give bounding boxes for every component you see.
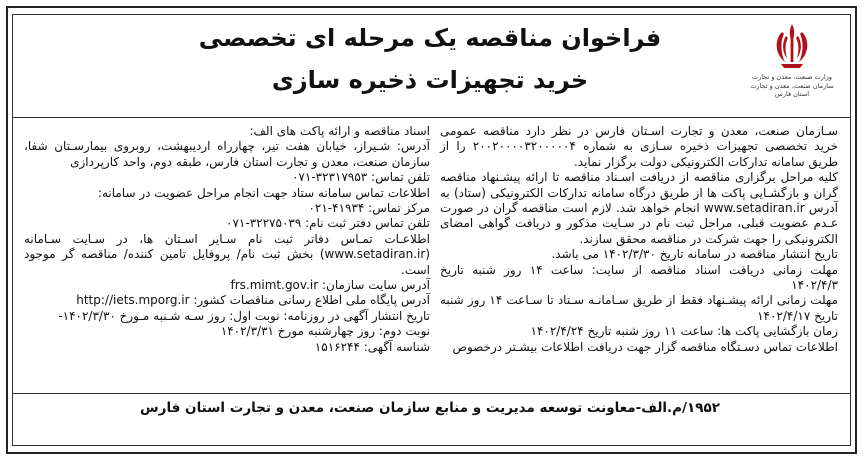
notice-subtitle: خرید تجهیزات ذخیره سازی xyxy=(271,66,589,94)
paragraph: تلفن تماس دفتر ثبت نام: ۳۲۲۷۵۰۳۹-۰۷۱ xyxy=(226,216,430,231)
paragraph: آدرس: شـیراز، خیابان هفت تیر، چهارراه اردیبهشت، روبروی بیمارسـتان شفا، سازمان صنعت، معدن و تجارت استان فارس، طبقه دوم، واحد کارپردازی xyxy=(24,139,430,169)
paragraph: سـازمان صنعت، معدن و تجارت اسـتان فارس در نظر دارد مناقصه عمومی خرید تخصصی تجهیزات ذخیره سـازی به شماره ۲۰۰۲۰۰۰۰۳۲۰۰۰۰۰۴ را از طریق سامانه تدارکات الکترونیکی دولت برگزار نماید. xyxy=(440,124,838,169)
paragraph: نوبت دوم: روز چهارشنبه مورخ ۱۴۰۲/۳/۳۱ xyxy=(220,324,430,339)
org-name-line2: سازمان صنعت، معدن و تجارت استان فارس xyxy=(750,82,834,98)
paragraph: تلفن تماس: ۳۲۳۱۷۹۵۳-۰۷۱ xyxy=(291,170,430,185)
notice-id: شناسه آگهی: ۱۵۱۶۲۴۴ xyxy=(314,339,430,354)
paragraph: اطلاعات تماس دسـتگاه مناقصه گزار جهت دریافت اطلاعات بیشـتر درخصوص xyxy=(452,339,838,354)
org-name-line1: وزارت صنعت، معدن و تجارت xyxy=(752,73,832,81)
notice-body-right xyxy=(440,124,838,355)
paragraph: تاریخ انتشار مناقصه در سامانه تاریخ ۱۴۰۲/۳/۳۰ می باشد. xyxy=(551,247,838,262)
paragraph: آدرس سایت سازمان: frs.mimt.gov.ir xyxy=(230,278,430,293)
paragraph: اسناد مناقصه و ارائه پاکت های الف: xyxy=(249,124,430,138)
notice-footer: ۱۹۵۲/م.الف-معاونت توسعه مدیریت و منابع سازمان صنعت، معدن و تجارت استان فارس xyxy=(140,400,720,416)
iran-emblem-icon xyxy=(769,20,815,72)
paragraph: اطلاعات تماس سامانه ستاد جهت انجام مراحل عضویت در سامانه: xyxy=(97,185,430,200)
paragraph: آدرس پایگاه ملی اطلاع رسانی مناقصات کشور: http://iets.mporg.ir xyxy=(76,293,430,308)
paragraph: زمان بازگشایی پاکت ها: ساعت ۱۱ روز شنبه تاریخ ۱۴۰۲/۴/۲۴ xyxy=(530,324,838,339)
paragraph: مهلت زمانی دریافت اسناد مناقصه از سایت: ساعت ۱۴ روز شنبه تاریخ ۱۴۰۲/۴/۳ xyxy=(440,262,839,293)
header-divider xyxy=(12,117,851,118)
paragraph: مهلت زمانی ارائه پیشـنهاد فقط از طریق سـامانـه سـتاد تا سـاعت ۱۴ روز شنبه تاریخ ۱۴۰۲/۴/۱۷ xyxy=(440,293,838,323)
notice-title: فراخوان مناقصه یک مرحله ای تخصصی xyxy=(198,24,662,52)
paragraph: کلیه مراحل برگزاری مناقصه از دریافت اسـناد مناقصه تا ارائه پیشـنهاد مناقصه گران و بازگشـایی پاکت ها از طریق درگاه سامانه تدارکات الکترونیکی (ستاد) به آدرس www.setadiran.ir انجام خواهد شد. لازم است مناقصه گران در صورت عـدم عضویت قبلی، مراحل ثبت نام در سـایت مذکور و دریافت گواهی امضای الکترونیکی را جهت شرکت در مناقصه محقق سازند. xyxy=(440,170,838,246)
paragraph: تاریخ انتشار آگهی در روزنامه: نوبت اول: روز سـه شـنبه مـورخ ۱۴۰۲/۳/۳۰- xyxy=(58,308,430,323)
ministry-logo xyxy=(744,20,840,114)
footer-divider xyxy=(12,393,851,394)
paragraph: مرکز تماس: ۴۱۹۳۴-۰۲۱ xyxy=(308,201,430,216)
paragraph: اطلاعـات تمـاس دفاتر ثبت نام سـایر اسـتان ها، در سـایت سـامانه (www.setadiran.ir) بخش ثبت نام/ پروفایل تامین کننده/ مناقصه گر موجود است. xyxy=(24,231,430,277)
notice-body-left xyxy=(24,124,430,355)
